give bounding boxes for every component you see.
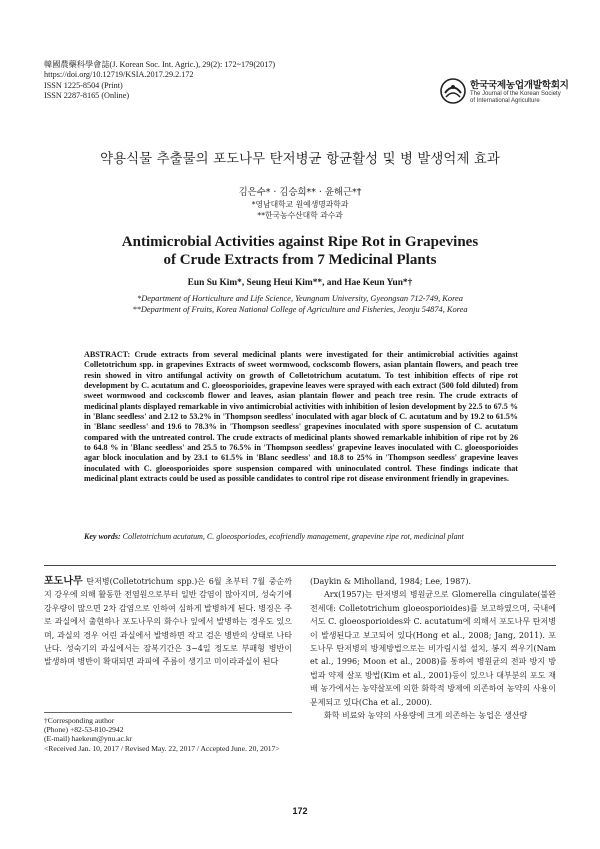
title-korean: 약용식물 추출물의 포도나무 탄저병균 항균활성 및 병 발생억제 효과 xyxy=(100,152,500,167)
affiliation-ko-1: *영남대학교 원예생명과학과 xyxy=(251,200,349,209)
keywords xyxy=(84,532,518,542)
affiliation-ko-2: **한국농수산대학 과수과 xyxy=(257,211,343,221)
footnote-phone: (Phone) +82-53-810-2942 xyxy=(44,725,124,735)
body-left-column xyxy=(44,575,292,669)
footnote-email[interactable]: (E-mail) haekeun@ynu.ac.kr xyxy=(44,734,133,744)
title-english-line1: Antimicrobial Activities against Ripe Rot in Grapevines xyxy=(121,234,479,250)
keywords-label: Key words: xyxy=(84,532,121,541)
footnote-corresponding: †Corresponding author xyxy=(44,716,115,725)
body-right-para-2: Arx(1957)는 탄저병의 병원균으로 Glomerella cingulate(불완전세대: Colletotrichum gloeosporioides)를 보고하였으며, 국내에서도 C. gloeosporioides와 C. acutatum에 의해서 포도나무 탄저병이 발생된다고 보고되어 있다(Hong et al., 2008; Jang, 2011). 포도나무 탄저병의 방제방법으로는 비가림시설 설치, 봉지 씌우기(Nam et al., 1996; Moon et al., 2008)를 통하여 병원균의 전파 방지 방법과 약제 살포 방법(Kim et al., 2001)등이 있으나 대부분의 포도 재배 농가에서는 농약살포에 의한 화학적 방제에 의존하여 농약의 사용이 문제되고 있다(Cha et al., 2000). xyxy=(310,590,556,707)
journal-header xyxy=(44,60,344,102)
body-lead-word: 포도나무 xyxy=(44,576,83,587)
abstract-text: Crude extracts from several medicinal plants were investigated for their antimicrobial activities against Colletotrichum spp. in grapevines Extracts of sweet wormwood, cockscomb flowers, asian plantain flowers, and peach tree resin showed in vitro antifungal activity on growth of Colletotrichum acutatum. To test inhibition effects of ripe rot development by C. acutatum and C. gloeosporioides, grapevine leaves were sprayed with each extract (500 fold diluted) from sweet wormwood and cockscomb flower and leaves, asian plantain flower and peach tree resin. The crude extracts of medicinal plants displayed remarkable in vivo antimicrobial activities with inhibition of lesion development by 22.5 to 67.5 % in 'Blanc seedless' and 2.12 to 53.2% in 'Thompson seedless' inoculated with agar block of C. acutatum and by 19.2 to 61.5% in 'Blanc seedless' and 19.6 to 78.3% in 'Thompson seedless' grapevines inoculated with spore suspension of C. acutatum compared with the untreated control. The crude extracts of medicinal plants showed remarkable inhibition of ripe rot by 26 to 64.8 % in 'Blanc seedless' and 25.5 to 76.5% in 'Thompson seedless' grapevine leaves inoculated with C. gloeosporioides agar block inoculation and by 23.1 to 61.5% in 'Blanc seedless' and 18.8 to 25% in 'Thompson seedless' grapevine leaves inoculated with C. gloeosporioides spore suspension compared with uninoculated control. These findings indicate that medicinal plant extracts could be used as possible candidates to control ripe rot disease environment friendly in grapevines. xyxy=(84,350,518,484)
authors-korean: 김은수* · 김승희** · 윤해근*† xyxy=(238,187,362,198)
body-right-para-1: (Daykin & Miholland, 1984; Lee, 1987). xyxy=(310,577,472,586)
body-right-column xyxy=(310,575,556,722)
affiliations-korean xyxy=(0,199,600,221)
title-english-line2: of Crude Extracts from 7 Medicinal Plants xyxy=(163,251,437,268)
title-english xyxy=(0,234,600,269)
footnote-dates: <Received Jan. 10, 2017 / Revised May. 22, 2017 / Accepted June. 20, 2017> xyxy=(44,743,280,753)
page-number: 172 xyxy=(292,806,308,816)
abstract xyxy=(84,350,518,484)
society-name-ko: 한국국제농업개발학회지 xyxy=(470,80,569,91)
society-emblem-icon xyxy=(440,78,466,104)
keywords-text: Colletotrichum acutatum, C. gloeosporiodes, ecofriendly management, grapevine ripe rot, medicinal plant xyxy=(122,532,464,541)
society-name-en: The Journal of the Korean Society of International Agriculture xyxy=(470,91,561,104)
affiliations-english xyxy=(0,293,600,315)
body-right-para-3: 화학 비료와 농약의 사용량에 크게 의존하는 농업은 생산량 xyxy=(324,711,528,721)
footnote-divider xyxy=(44,712,292,713)
issn-print: ISSN 1225-8504 (Print) xyxy=(44,80,123,90)
society-logo xyxy=(440,76,569,116)
issn-online: ISSN 2287-8165 (Online) xyxy=(44,91,130,101)
section-divider xyxy=(44,565,556,566)
affiliation-en-1: *Department of Horticulture and Life Science, Yeungnam University, Gyeongsan 712-749, Korea xyxy=(137,294,463,303)
body-left-text: 탄저병(Colletotrichum spp.)은 6월 초부터 7월 중순까지 강우에 의해 활동한 전염원으로부터 일반 감염이 많아지며, 성숙기에 강우량이 많으면 2차 감염으로 인하여 심하게 발병하게 된다. 병징은 주로 과실에서 출현하나 포도나무의 화수나 잎에서 발병하는 경우도 있으며, 과실의 경우 어린 과실에서 발병하면 작고 검은 병반의 상태로 나타난다. 성숙기의 과실에서는 잠복기간은 3~4일 정도로 부패형 병반이 발생하며 병반이 확대되면 과피에 주름이 생기고 미이라과실이 된다 xyxy=(44,577,292,667)
journal-citation: 韓國農藥科學會誌(J. Korean Soc. Int. Agric.), 29(2): 172~179(2017) xyxy=(44,60,276,69)
doi-link[interactable]: https://doi.org/10.12719/KSIA.2017.29.2.172 xyxy=(44,70,194,80)
affiliation-en-2: **Department of Fruits, Korea National College of Agriculture and Fisheries, Jeonju 54874, Korea xyxy=(132,305,468,315)
footnote xyxy=(44,716,304,753)
abstract-label: ABSTRACT: xyxy=(84,350,131,359)
authors-english: Eun Su Kim*, Seung Heui Kim**, and Hae Keun Yun*† xyxy=(187,278,413,288)
